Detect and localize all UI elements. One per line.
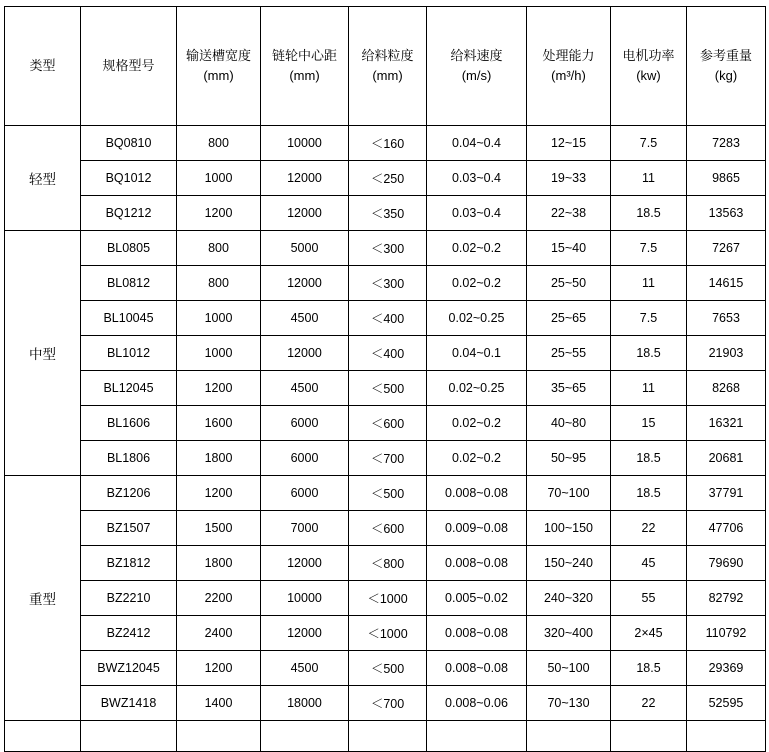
- cell-feed-speed: 0.008~0.08: [427, 546, 527, 581]
- cell-reference-weight: 37791: [687, 476, 766, 511]
- cell-sprocket-center-distance: 4500: [261, 651, 349, 686]
- cell-feed-speed: 0.005~0.02: [427, 581, 527, 616]
- cell-model: BL1012: [81, 336, 177, 371]
- column-header-feed-speed-label: 给料速度: [450, 47, 503, 63]
- cell-capacity: 100~150: [527, 511, 611, 546]
- cell-trough-width: 1500: [177, 511, 261, 546]
- cell-motor-power: 11: [611, 266, 687, 301]
- cell-motor-power: 7.5: [611, 301, 687, 336]
- table-row: [5, 686, 766, 721]
- cell-motor-power: 18.5: [611, 441, 687, 476]
- cell-capacity: 35~65: [527, 371, 611, 406]
- cell-trough-width: 800: [177, 126, 261, 161]
- column-header-feed-granularity: [349, 7, 427, 126]
- table-row: [5, 336, 766, 371]
- cell-feed-granularity: ＜300: [349, 231, 427, 266]
- cell-sprocket-center-distance: 10000: [261, 581, 349, 616]
- specification-table: [4, 6, 766, 752]
- cell-reference-weight: 9865: [687, 161, 766, 196]
- column-header-reference-weight-label: 参考重量: [699, 47, 752, 63]
- cell-trough-width: 1600: [177, 406, 261, 441]
- table-row: [5, 126, 766, 161]
- cell-reference-weight: 14615: [687, 266, 766, 301]
- cell-capacity: 15~40: [527, 231, 611, 266]
- cell-trough-width: 2200: [177, 581, 261, 616]
- table-row: [5, 406, 766, 441]
- cell-reference-weight: 16321: [687, 406, 766, 441]
- cell-trough-width: 1800: [177, 546, 261, 581]
- cell-capacity: 19~33: [527, 161, 611, 196]
- cell-trough-width: 1000: [177, 161, 261, 196]
- table-row: [5, 371, 766, 406]
- cell-reference-weight: 82792: [687, 581, 766, 616]
- cell-trough-width: 1800: [177, 441, 261, 476]
- cell-model: BZ2210: [81, 581, 177, 616]
- cell-capacity: 22~38: [527, 196, 611, 231]
- cell-feed-granularity: ＜500: [349, 371, 427, 406]
- table-row: [5, 651, 766, 686]
- table-body: [5, 126, 766, 752]
- cell-reference-weight: 7283: [687, 126, 766, 161]
- cell-feed-speed: 0.008~0.06: [427, 686, 527, 721]
- cell-model: BWZ1418: [81, 686, 177, 721]
- cell-reference-weight: 8268: [687, 371, 766, 406]
- cell-trough-width: 800: [177, 231, 261, 266]
- cell-feed-granularity: ＜400: [349, 336, 427, 371]
- blank-cell: [611, 721, 687, 752]
- header-row: [5, 7, 766, 126]
- cell-reference-weight: 79690: [687, 546, 766, 581]
- blank-cell: [177, 721, 261, 752]
- table-row: [5, 476, 766, 511]
- cell-capacity: 320~400: [527, 616, 611, 651]
- cell-capacity: 40~80: [527, 406, 611, 441]
- cell-model: BQ0810: [81, 126, 177, 161]
- cell-motor-power: 22: [611, 686, 687, 721]
- cell-feed-speed: 0.02~0.2: [427, 231, 527, 266]
- table-row: [5, 616, 766, 651]
- cell-feed-speed: 0.02~0.25: [427, 371, 527, 406]
- column-header-capacity-label: 处理能力: [542, 47, 595, 63]
- cell-model: BZ1507: [81, 511, 177, 546]
- cell-motor-power: 18.5: [611, 651, 687, 686]
- cell-feed-granularity: ＜250: [349, 161, 427, 196]
- cell-sprocket-center-distance: 12000: [261, 266, 349, 301]
- cell-reference-weight: 7653: [687, 301, 766, 336]
- cell-feed-granularity: ＜300: [349, 266, 427, 301]
- table-row: [5, 231, 766, 266]
- cell-motor-power: 11: [611, 371, 687, 406]
- cell-motor-power: 15: [611, 406, 687, 441]
- cell-reference-weight: 13563: [687, 196, 766, 231]
- table-row: [5, 196, 766, 231]
- cell-trough-width: 1200: [177, 371, 261, 406]
- cell-feed-granularity: ＜500: [349, 651, 427, 686]
- column-header-sprocket-center-distance: [261, 7, 349, 126]
- cell-motor-power: 11: [611, 161, 687, 196]
- column-header-feed-granularity-unit: (mm): [372, 68, 403, 83]
- cell-feed-speed: 0.03~0.4: [427, 161, 527, 196]
- cell-motor-power: 7.5: [611, 231, 687, 266]
- cell-sprocket-center-distance: 12000: [261, 336, 349, 371]
- cell-trough-width: 1000: [177, 301, 261, 336]
- cell-feed-granularity: ＜500: [349, 476, 427, 511]
- column-header-capacity-unit: (m³/h): [551, 68, 586, 83]
- cell-feed-granularity: ＜1000: [349, 616, 427, 651]
- cell-sprocket-center-distance: 4500: [261, 301, 349, 336]
- column-header-model-label: 规格型号: [102, 57, 155, 73]
- table-header: [5, 7, 766, 126]
- column-header-model: [81, 7, 177, 126]
- cell-feed-granularity: ＜700: [349, 686, 427, 721]
- cell-capacity: 70~100: [527, 476, 611, 511]
- cell-model: BZ1206: [81, 476, 177, 511]
- column-header-reference-weight-unit: (kg): [714, 68, 738, 83]
- cell-sprocket-center-distance: 12000: [261, 546, 349, 581]
- cell-feed-granularity: ＜600: [349, 511, 427, 546]
- column-header-capacity: [527, 7, 611, 126]
- table-row: [5, 161, 766, 196]
- cell-feed-speed: 0.04~0.1: [427, 336, 527, 371]
- group-label-light: 轻型: [5, 126, 81, 231]
- cell-sprocket-center-distance: 6000: [261, 476, 349, 511]
- cell-sprocket-center-distance: 5000: [261, 231, 349, 266]
- cell-feed-granularity: ＜350: [349, 196, 427, 231]
- cell-capacity: 50~100: [527, 651, 611, 686]
- cell-capacity: 50~95: [527, 441, 611, 476]
- cell-model: BL1806: [81, 441, 177, 476]
- cell-feed-speed: 0.02~0.25: [427, 301, 527, 336]
- cell-sprocket-center-distance: 10000: [261, 126, 349, 161]
- cell-motor-power: 45: [611, 546, 687, 581]
- table-row: [5, 301, 766, 336]
- cell-feed-granularity: ＜1000: [349, 581, 427, 616]
- group-label-medium: 中型: [5, 231, 81, 476]
- cell-reference-weight: 47706: [687, 511, 766, 546]
- cell-motor-power: 18.5: [611, 196, 687, 231]
- cell-model: BL10045: [81, 301, 177, 336]
- cell-model: BL0812: [81, 266, 177, 301]
- group-label-heavy: 重型: [5, 476, 81, 721]
- cell-model: BZ2412: [81, 616, 177, 651]
- blank-cell: [81, 721, 177, 752]
- cell-feed-speed: 0.02~0.2: [427, 406, 527, 441]
- cell-capacity: 25~50: [527, 266, 611, 301]
- cell-motor-power: 22: [611, 511, 687, 546]
- cell-feed-granularity: ＜700: [349, 441, 427, 476]
- cell-feed-speed: 0.008~0.08: [427, 651, 527, 686]
- cell-motor-power: 18.5: [611, 476, 687, 511]
- cell-feed-speed: 0.008~0.08: [427, 476, 527, 511]
- cell-feed-speed: 0.008~0.08: [427, 616, 527, 651]
- table-row: [5, 581, 766, 616]
- cell-trough-width: 1200: [177, 196, 261, 231]
- column-header-feed-speed-unit: (m/s): [461, 68, 492, 83]
- column-header-sprocket-center-distance-unit: (mm): [289, 68, 320, 83]
- cell-feed-granularity: ＜400: [349, 301, 427, 336]
- cell-motor-power: 55: [611, 581, 687, 616]
- column-header-reference-weight: [687, 7, 766, 126]
- cell-model: BZ1812: [81, 546, 177, 581]
- cell-trough-width: 1400: [177, 686, 261, 721]
- cell-reference-weight: 110792: [687, 616, 766, 651]
- cell-capacity: 12~15: [527, 126, 611, 161]
- blank-cell: [527, 721, 611, 752]
- cell-capacity: 150~240: [527, 546, 611, 581]
- cell-trough-width: 800: [177, 266, 261, 301]
- cell-trough-width: 1000: [177, 336, 261, 371]
- cell-sprocket-center-distance: 12000: [261, 196, 349, 231]
- cell-capacity: 240~320: [527, 581, 611, 616]
- cell-feed-speed: 0.009~0.08: [427, 511, 527, 546]
- cell-reference-weight: 20681: [687, 441, 766, 476]
- column-header-motor-power: [611, 7, 687, 126]
- cell-feed-speed: 0.02~0.2: [427, 266, 527, 301]
- cell-trough-width: 1200: [177, 476, 261, 511]
- cell-feed-speed: 0.04~0.4: [427, 126, 527, 161]
- column-header-trough-width-unit: (mm): [203, 68, 234, 83]
- cell-model: BL0805: [81, 231, 177, 266]
- column-header-type-label: 类型: [29, 57, 56, 73]
- cell-model: BL12045: [81, 371, 177, 406]
- cell-model: BQ1012: [81, 161, 177, 196]
- cell-trough-width: 1200: [177, 651, 261, 686]
- cell-capacity: 25~65: [527, 301, 611, 336]
- cell-sprocket-center-distance: 18000: [261, 686, 349, 721]
- table-row: [5, 546, 766, 581]
- table-row: [5, 511, 766, 546]
- cell-feed-granularity: ＜800: [349, 546, 427, 581]
- cell-feed-speed: 0.03~0.4: [427, 196, 527, 231]
- cell-reference-weight: 52595: [687, 686, 766, 721]
- cell-motor-power: 2×45: [611, 616, 687, 651]
- blank-cell: [5, 721, 81, 752]
- cell-model: BL1606: [81, 406, 177, 441]
- cell-reference-weight: 29369: [687, 651, 766, 686]
- cell-model: BQ1212: [81, 196, 177, 231]
- cell-trough-width: 2400: [177, 616, 261, 651]
- cell-feed-granularity: ＜160: [349, 126, 427, 161]
- cell-motor-power: 18.5: [611, 336, 687, 371]
- cell-sprocket-center-distance: 6000: [261, 441, 349, 476]
- cell-sprocket-center-distance: 12000: [261, 161, 349, 196]
- blank-cell: [261, 721, 349, 752]
- column-header-type: [5, 7, 81, 126]
- cell-sprocket-center-distance: 6000: [261, 406, 349, 441]
- cell-sprocket-center-distance: 12000: [261, 616, 349, 651]
- cell-sprocket-center-distance: 4500: [261, 371, 349, 406]
- blank-cell: [427, 721, 527, 752]
- column-header-feed-granularity-label: 给料粒度: [361, 47, 414, 63]
- cell-reference-weight: 7267: [687, 231, 766, 266]
- column-header-feed-speed: [427, 7, 527, 126]
- column-header-trough-width-label: 输送槽宽度: [185, 47, 251, 63]
- blank-cell: [349, 721, 427, 752]
- cell-motor-power: 7.5: [611, 126, 687, 161]
- cell-capacity: 25~55: [527, 336, 611, 371]
- column-header-trough-width: [177, 7, 261, 126]
- column-header-motor-power-label: 电机功率: [622, 47, 675, 63]
- blank-cell: [687, 721, 766, 752]
- cell-sprocket-center-distance: 7000: [261, 511, 349, 546]
- column-header-motor-power-unit: (kw): [636, 68, 661, 83]
- cell-reference-weight: 21903: [687, 336, 766, 371]
- column-header-sprocket-center-distance-label: 链轮中心距: [271, 47, 337, 63]
- table-row: [5, 266, 766, 301]
- cell-feed-speed: 0.02~0.2: [427, 441, 527, 476]
- table-footer-blank-row: [5, 721, 766, 752]
- cell-feed-granularity: ＜600: [349, 406, 427, 441]
- cell-capacity: 70~130: [527, 686, 611, 721]
- table-row: [5, 441, 766, 476]
- cell-model: BWZ12045: [81, 651, 177, 686]
